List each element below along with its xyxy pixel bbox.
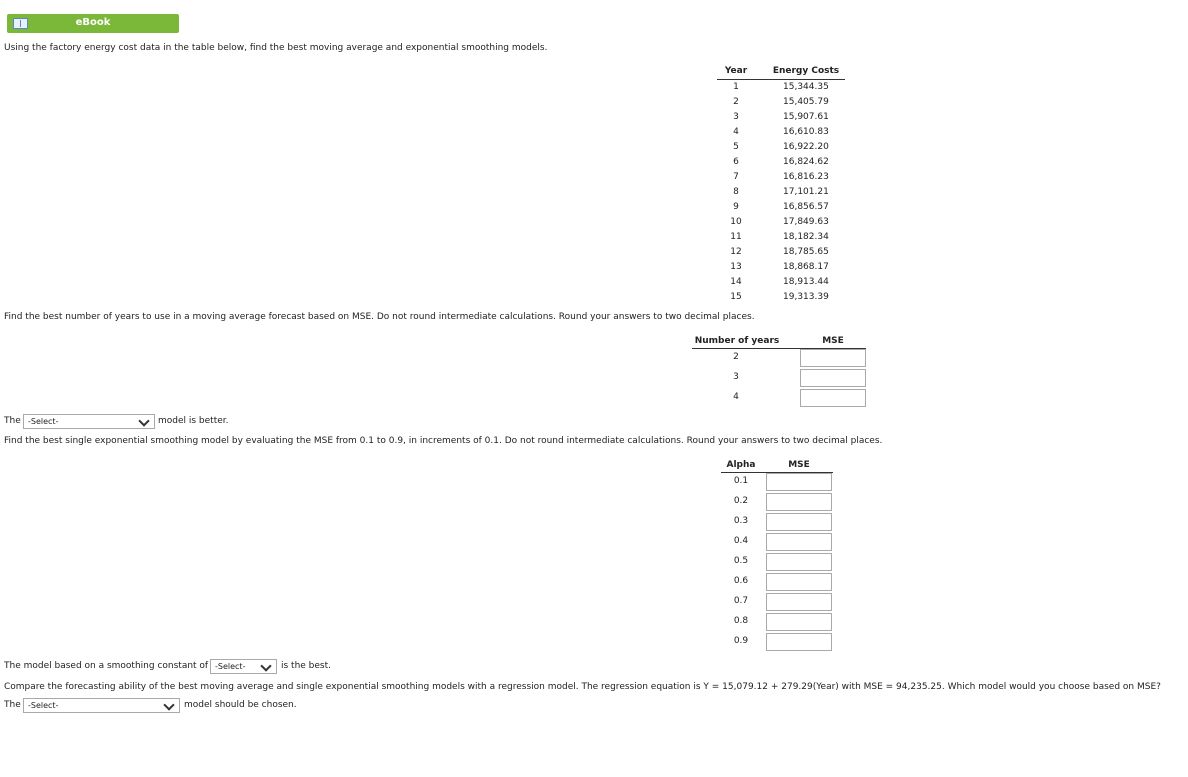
q1-model-select[interactable] [23, 414, 155, 429]
q2-select-value: -Select- [215, 662, 246, 671]
table-cell-energy-cost: 16,824.62 [783, 157, 829, 167]
alpha-value: 0.8 [733, 616, 749, 626]
table-cell-year: 11 [730, 232, 742, 242]
table-cell-energy-cost: 15,405.79 [783, 97, 829, 107]
alpha-header: Alpha [726, 460, 756, 470]
table-cell-year: 4 [733, 127, 739, 137]
table-cell-energy-cost: 16,856.57 [783, 202, 829, 212]
table-cell-energy-cost: 16,922.20 [783, 142, 829, 152]
q3-select-value: -Select- [28, 701, 59, 710]
intro-text: Using the factory energy cost data in the table below, find the best moving average and exponential smoothing models. [4, 43, 548, 53]
table-cell-year: 1 [733, 82, 739, 92]
ma-years-value: 4 [733, 392, 739, 402]
es-mse-input[interactable] [766, 493, 832, 511]
ma-mse-input[interactable] [800, 349, 866, 367]
alpha-value: 0.9 [733, 636, 749, 646]
alpha-value: 0.4 [733, 536, 749, 546]
ma-years-value: 3 [733, 372, 739, 382]
es-mse-input[interactable] [766, 573, 832, 591]
table-cell-year: 12 [730, 247, 742, 257]
es-mse-input[interactable] [766, 553, 832, 571]
ma-mse-input[interactable] [800, 369, 866, 387]
table-cell-energy-cost: 16,610.83 [783, 127, 829, 137]
q3-prompt: Compare the forecasting ability of the best moving average and single exponential smoothing models with a regression model. The regression equation is Y = 15,079.12 + 279.29(Year) with MSE = 94,235.25. Which model would you choose based on MSE? [4, 682, 1161, 692]
es-mse-input[interactable] [766, 613, 832, 631]
es-mse-input[interactable] [766, 593, 832, 611]
q1-answer-prefix: The [4, 416, 21, 426]
alpha-value: 0.6 [733, 576, 749, 586]
chevron-down-icon [138, 415, 149, 426]
table-cell-year: 6 [733, 157, 739, 167]
table-cell-year: 5 [733, 142, 739, 152]
q2-answer-prefix: The model based on a smoothing constant of [4, 661, 209, 671]
number-of-years-header: Number of years [694, 336, 780, 346]
table-cell-energy-cost: 15,907.61 [783, 112, 829, 122]
table-cell-year: 3 [733, 112, 739, 122]
alpha-value: 0.7 [733, 596, 749, 606]
ebook-button[interactable] [7, 14, 179, 33]
q3-model-select[interactable] [23, 698, 180, 713]
table-cell-energy-cost: 18,182.34 [783, 232, 829, 242]
ma-years-value: 2 [733, 352, 739, 362]
year-header: Year [724, 66, 748, 76]
table-cell-energy-cost: 18,785.65 [783, 247, 829, 257]
table-cell-energy-cost: 16,816.23 [783, 172, 829, 182]
energy-costs-header: Energy Costs [772, 66, 840, 76]
alpha-value: 0.2 [733, 496, 749, 506]
q1-answer-suffix: model is better. [158, 416, 229, 426]
ma-mse-input[interactable] [800, 389, 866, 407]
es-mse-input[interactable] [766, 533, 832, 551]
ebook-label: eBook [75, 17, 111, 28]
q1-prompt: Find the best number of years to use in a moving average forecast based on MSE. Do not round intermediate calculations. Round your answers to two decimal places. [4, 312, 755, 322]
q2-prompt: Find the best single exponential smoothing model by evaluating the MSE from 0.1 to 0.9, in increments of 0.1. Do not round intermediate calculations. Round your answers to two decimal places. [4, 436, 883, 446]
es-mse-header: MSE [788, 460, 810, 470]
es-mse-input[interactable] [766, 473, 832, 491]
table-cell-year: 8 [733, 187, 739, 197]
q3-answer-prefix: The [4, 700, 21, 710]
table-cell-energy-cost: 17,101.21 [783, 187, 829, 197]
q3-answer-suffix: model should be chosen. [184, 700, 297, 710]
es-mse-input[interactable] [766, 633, 832, 651]
table-cell-energy-cost: 18,868.17 [783, 262, 829, 272]
table-cell-year: 10 [730, 217, 742, 227]
alpha-value: 0.1 [733, 476, 749, 486]
table-cell-year: 13 [730, 262, 742, 272]
table-cell-year: 2 [733, 97, 739, 107]
table-cell-energy-cost: 17,849.63 [783, 217, 829, 227]
q1-select-value: -Select- [28, 417, 59, 426]
chevron-down-icon [163, 699, 174, 710]
table-cell-energy-cost: 19,313.39 [783, 292, 829, 302]
table-cell-energy-cost: 15,344.35 [783, 82, 829, 92]
q2-alpha-select[interactable] [210, 659, 277, 674]
table-cell-year: 9 [733, 202, 739, 212]
table-cell-year: 14 [730, 277, 742, 287]
table-cell-year: 7 [733, 172, 739, 182]
table-cell-energy-cost: 18,913.44 [783, 277, 829, 287]
alpha-value: 0.3 [733, 516, 749, 526]
table-header-rule [717, 79, 845, 80]
table-cell-year: 15 [730, 292, 742, 302]
ma-mse-header: MSE [822, 336, 844, 346]
alpha-value: 0.5 [733, 556, 749, 566]
es-mse-input[interactable] [766, 513, 832, 531]
q2-answer-suffix: is the best. [281, 661, 332, 671]
chevron-down-icon [260, 660, 271, 671]
